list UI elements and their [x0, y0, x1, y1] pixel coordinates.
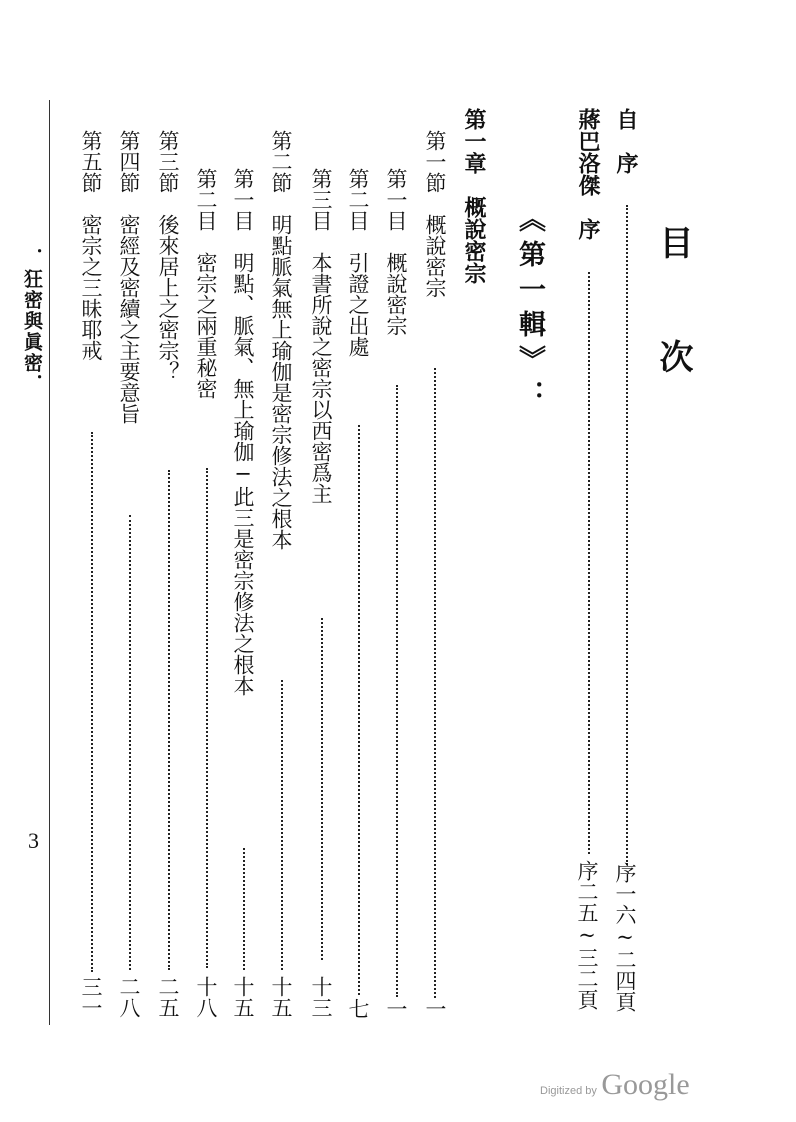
toc-subsection-entry: 第一目 概說密宗 [384, 168, 408, 336]
digitized-watermark [540, 1068, 690, 1102]
page-title: 目次 [653, 225, 693, 453]
toc-entry-preface: 自 序 [613, 108, 638, 174]
toc-subsection-entry: 第三目 本書所說之密宗以西密爲主 [309, 168, 333, 504]
toc-section-volume: 《第一輯》： [514, 205, 545, 415]
toc-page-ref: 三一 [79, 976, 103, 1018]
watermark-prefix: Digitized by [540, 1085, 597, 1097]
leader-dots [396, 385, 398, 997]
toc-page-ref: 一 [423, 998, 447, 1019]
watermark-logo: Google [601, 1068, 690, 1101]
leader-dots [168, 470, 170, 970]
margin-rule [49, 100, 50, 1025]
leader-dots [588, 272, 590, 854]
leader-dots [321, 618, 323, 960]
toc-page-ref: 十五 [231, 976, 255, 1018]
leader-dots [281, 680, 283, 970]
toc-subsection-entry: 第二目 密宗之兩重秘密 [194, 168, 218, 399]
toc-entry-foreword: 蔣巴洛傑 序 [575, 108, 600, 240]
toc-page-ref: 七 [346, 998, 370, 1019]
toc-page-ref: 序二五~三二頁 [575, 860, 599, 1010]
toc-section-entry: 第三節 後來居上之密宗？ [156, 130, 180, 382]
toc-page-ref: 二八 [117, 976, 141, 1018]
leader-dots [434, 368, 436, 998]
leader-dots [243, 848, 245, 970]
toc-section-entry: 第五節 密宗之三昧耶戒 [79, 130, 103, 361]
toc-page-ref: 十三 [309, 976, 333, 1018]
toc-page-ref: 十八 [194, 976, 218, 1018]
toc-section-entry: 第一節 概說密宗 [423, 130, 447, 298]
leader-dots [129, 515, 131, 970]
leader-dots [206, 468, 208, 968]
toc-chapter-heading: 第一章 概說密宗 [461, 108, 486, 284]
leader-dots [626, 205, 628, 865]
toc-section-entry: 第二節 明點脈氣無上瑜伽是密宗修法之根本 [269, 130, 293, 550]
running-header: ．狂密與眞密． [21, 248, 43, 395]
toc-page-ref: 十五 [269, 976, 293, 1018]
leader-dots [91, 432, 93, 972]
toc-page-ref: 二五 [156, 976, 180, 1018]
toc-subsection-entry: 第一目 明點、脈氣、無上瑜伽─此三是密宗修法之根本 [231, 168, 255, 696]
toc-page-ref: 一 [384, 998, 408, 1019]
toc-subsection-entry: 第二目 引證之出處 [346, 168, 370, 357]
toc-page-ref: 序一六~二四頁 [613, 862, 637, 1012]
page-number: 3 [28, 828, 39, 853]
toc-section-entry: 第四節 密經及密續之主要意旨 [117, 130, 141, 424]
leader-dots [358, 425, 360, 995]
